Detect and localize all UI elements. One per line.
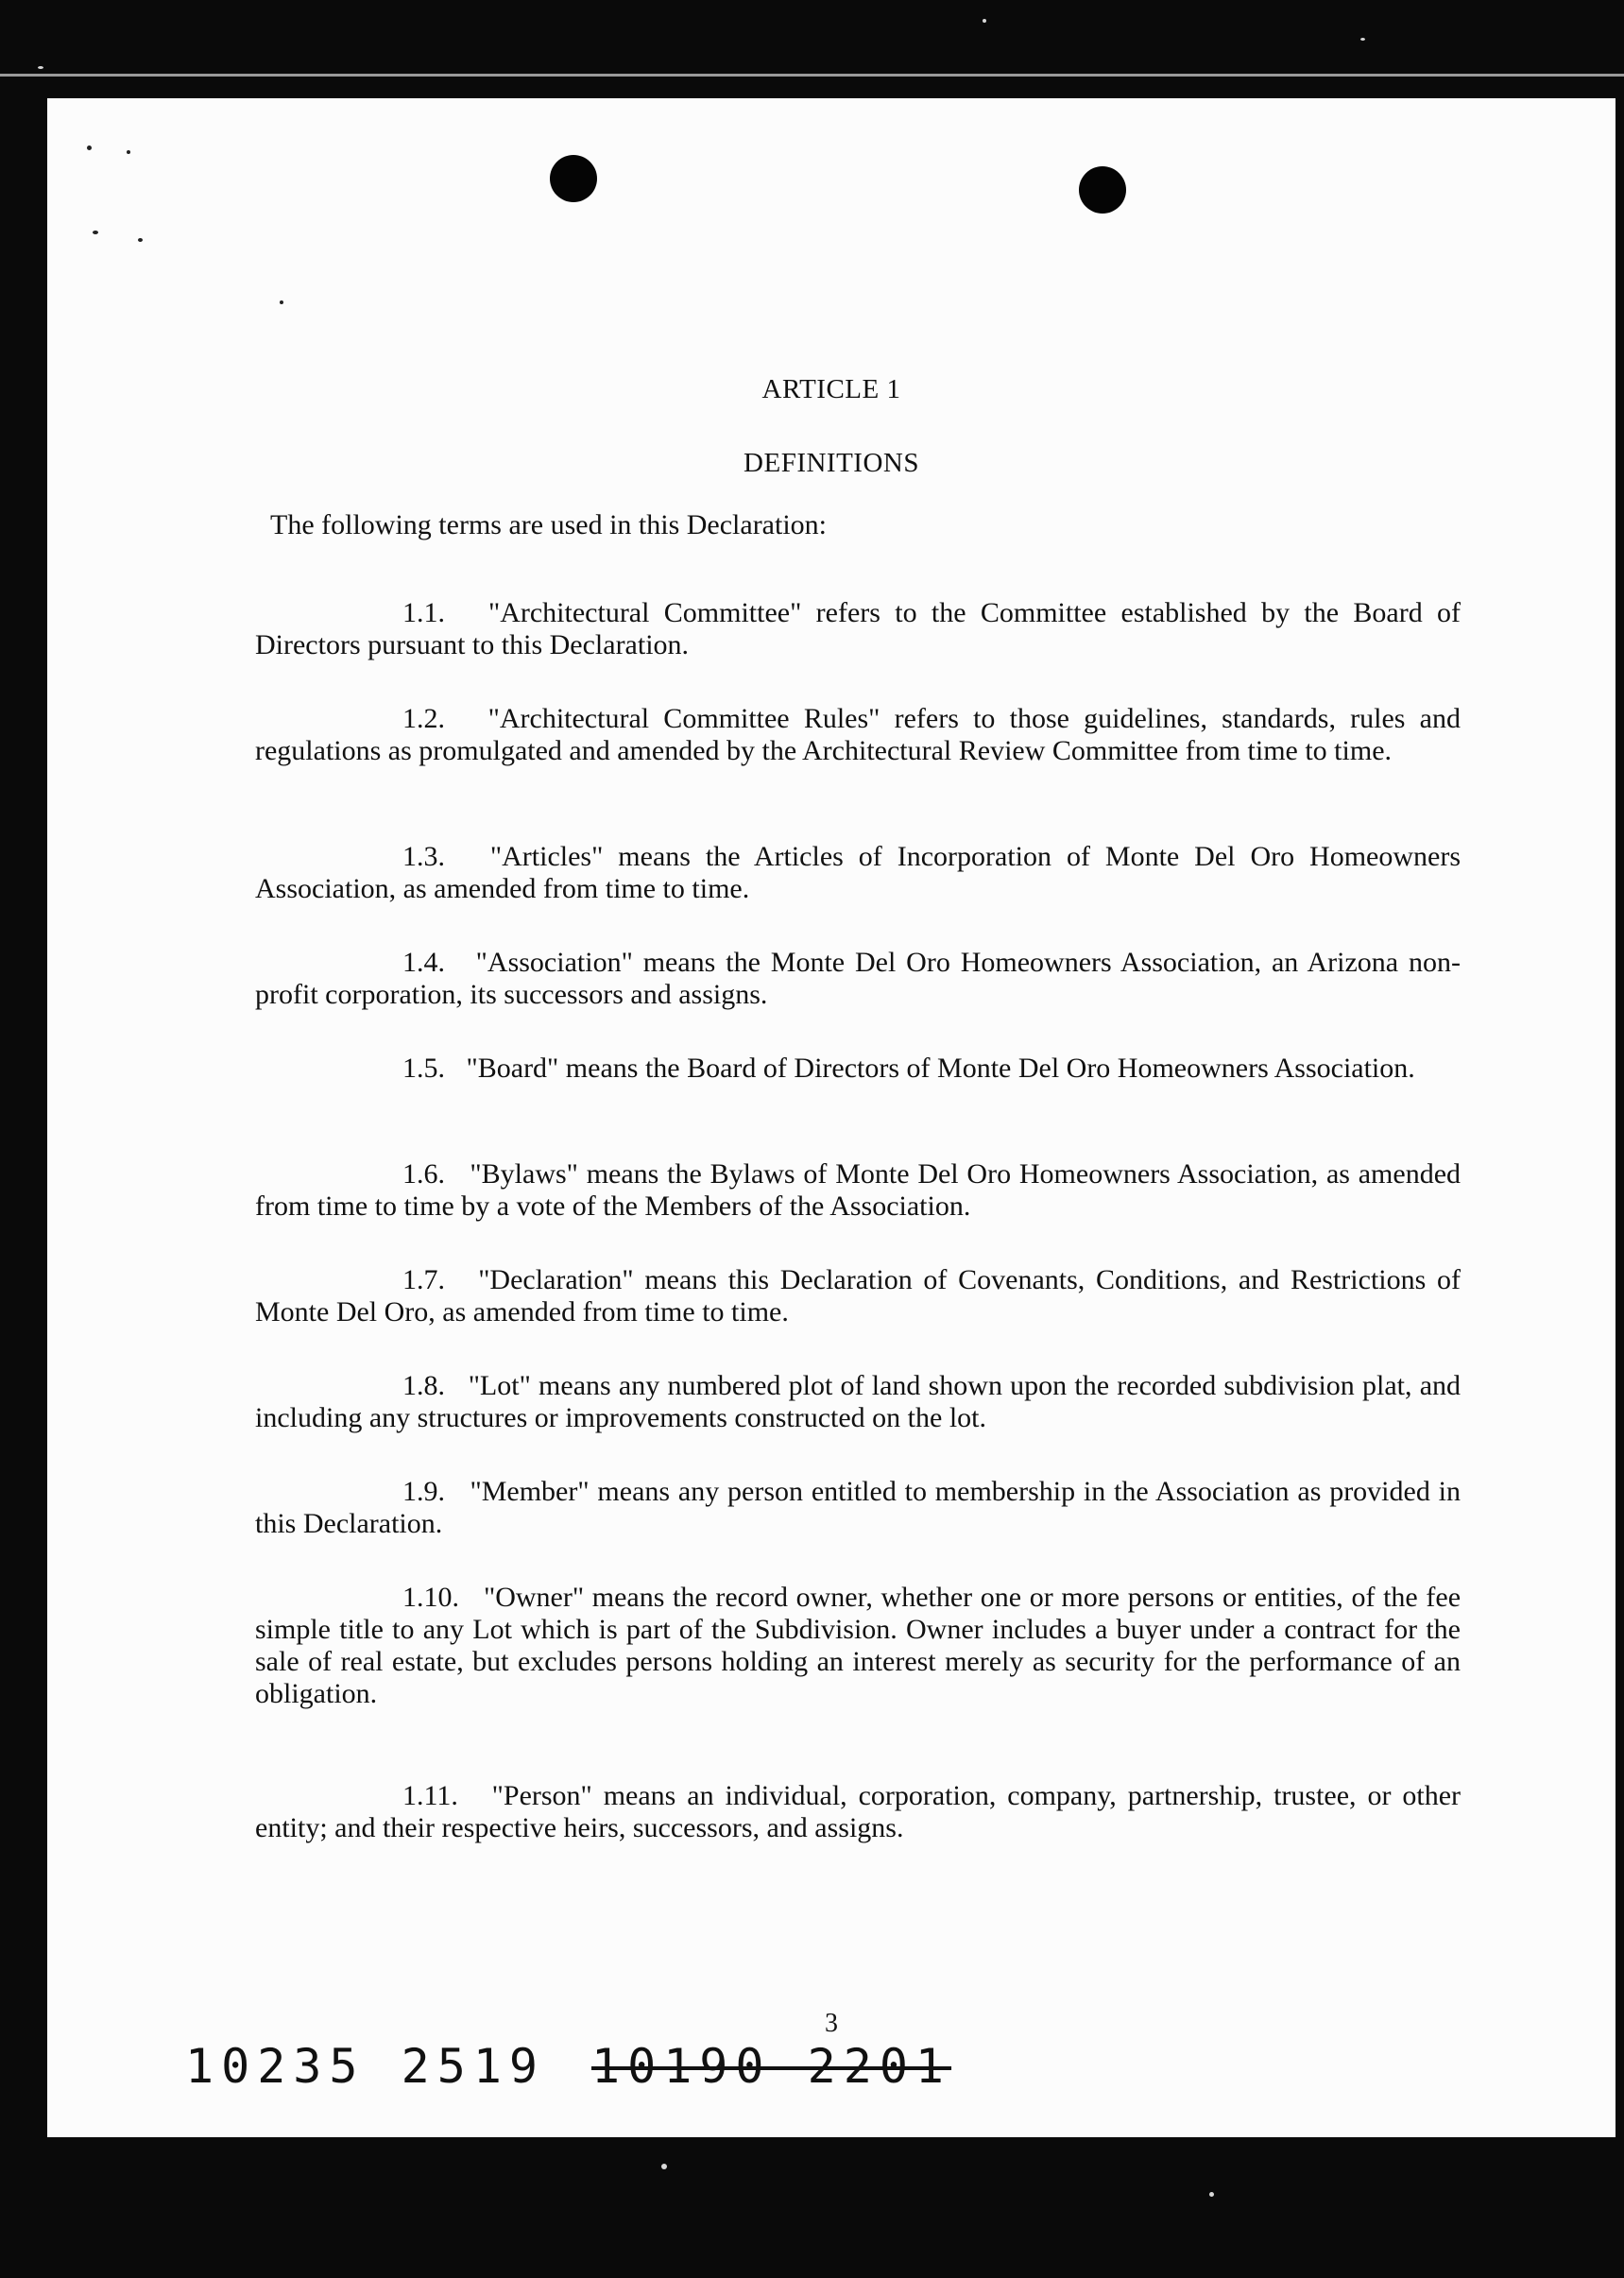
definition-paragraph — [255, 1780, 1461, 1844]
scan-speck — [38, 66, 43, 69]
definition-paragraph — [255, 841, 1461, 905]
paragraph-number: 1.6. — [402, 1158, 462, 1190]
definition-paragraph — [255, 947, 1461, 1011]
paragraph-number: 1.9. — [402, 1476, 462, 1507]
paragraph-text: "Architectural Committee" refers to the Committee established by the Board of Directors pursuant to this Declaration. — [255, 597, 1462, 660]
document-page — [47, 98, 1615, 2137]
intro-text: The following terms are used in this Declaration: — [270, 509, 827, 540]
paragraph-number: 1.1. — [402, 597, 474, 628]
paragraph-number: 1.8. — [402, 1370, 461, 1401]
scan-dot — [280, 300, 283, 304]
definition-paragraph — [255, 1158, 1461, 1223]
paragraph-text: "Person" means an individual, corporation, company, partnership, trustee, or other entity; and their respective heirs, successors, and assigns. — [255, 1780, 1461, 1843]
paragraph-number: 1.4. — [402, 947, 466, 978]
scan-edge-line — [0, 74, 1624, 77]
punch-hole-left — [550, 155, 597, 202]
paragraph-text: "Member" means any person entitled to membership in the Association as provided in this Declaration. — [255, 1476, 1461, 1539]
definition-paragraph — [255, 597, 1461, 661]
definition-paragraph — [255, 703, 1461, 767]
paragraph-text: "Owner" means the record owner, whether one or more persons or entities, of the fee simple title to any Lot which is part of the Subdivision. Owner includes a buyer under a contract for the sale of real estate, but excludes persons holding an interest merely as security for the performance of an obligation. — [255, 1582, 1462, 1709]
scan-speck — [1360, 38, 1365, 41]
paragraph-text: "Declaration" means this Declaration of Covenants, Conditions, and Restrictions of Monte Del Oro, as amended from time to time. — [255, 1264, 1462, 1327]
scan-speck — [661, 2164, 667, 2169]
scan-dot — [138, 238, 143, 242]
section-title: DEFINITIONS — [744, 448, 919, 478]
paragraph-text: "Board" means the Board of Directors of Monte Del Oro Homeowners Association. — [466, 1053, 1415, 1084]
paragraph-number: 1.7. — [402, 1264, 468, 1295]
scan-speck — [983, 19, 986, 23]
definition-paragraph — [255, 1370, 1461, 1434]
paragraph-number: 1.10. — [402, 1582, 476, 1613]
paragraph-number: 1.3. — [402, 841, 475, 872]
scan-speck — [1209, 2192, 1214, 2197]
paragraph-text: "Bylaws" means the Bylaws of Monte Del Oro Homeowners Association, as amended from time to time by a vote of the Members of the Association. — [255, 1158, 1462, 1222]
paragraph-text: "Articles" means the Articles of Incorporation of Monte Del Oro Homeowners Association, as amended from time to time. — [255, 841, 1462, 904]
definition-paragraph — [255, 1264, 1461, 1328]
punch-hole-right — [1079, 166, 1126, 214]
article-title: ARTICLE 1 — [761, 374, 901, 404]
superseded-recording-stamp: 10190 2201 — [591, 2039, 952, 2094]
page-number: 3 — [825, 2009, 838, 2038]
definition-paragraph — [255, 1582, 1461, 1710]
paragraph-number: 1.11. — [402, 1780, 481, 1811]
paragraph-text: "Association" means the Monte Del Oro Homeowners Association, an Arizona non-profit corporation, its successors and assigns. — [255, 947, 1461, 1010]
definition-paragraph — [255, 1476, 1461, 1540]
paragraph-number: 1.2. — [402, 703, 474, 734]
scan-dot — [127, 150, 130, 154]
paragraph-text: "Architectural Committee Rules" refers to those guidelines, standards, rules and regulations as promulgated and amended by the Architectural Review Committee from time to time. — [255, 703, 1461, 766]
recording-stamp: 10235 2519 — [185, 2039, 546, 2094]
paragraph-text: "Lot" means any numbered plot of land shown upon the recorded subdivision plat, and including any structures or improvements constructed on the lot. — [255, 1370, 1462, 1433]
paragraph-number: 1.5. — [402, 1053, 459, 1084]
definition-paragraph — [255, 1053, 1461, 1085]
scan-dot — [87, 146, 92, 150]
scan-dot — [93, 231, 98, 234]
